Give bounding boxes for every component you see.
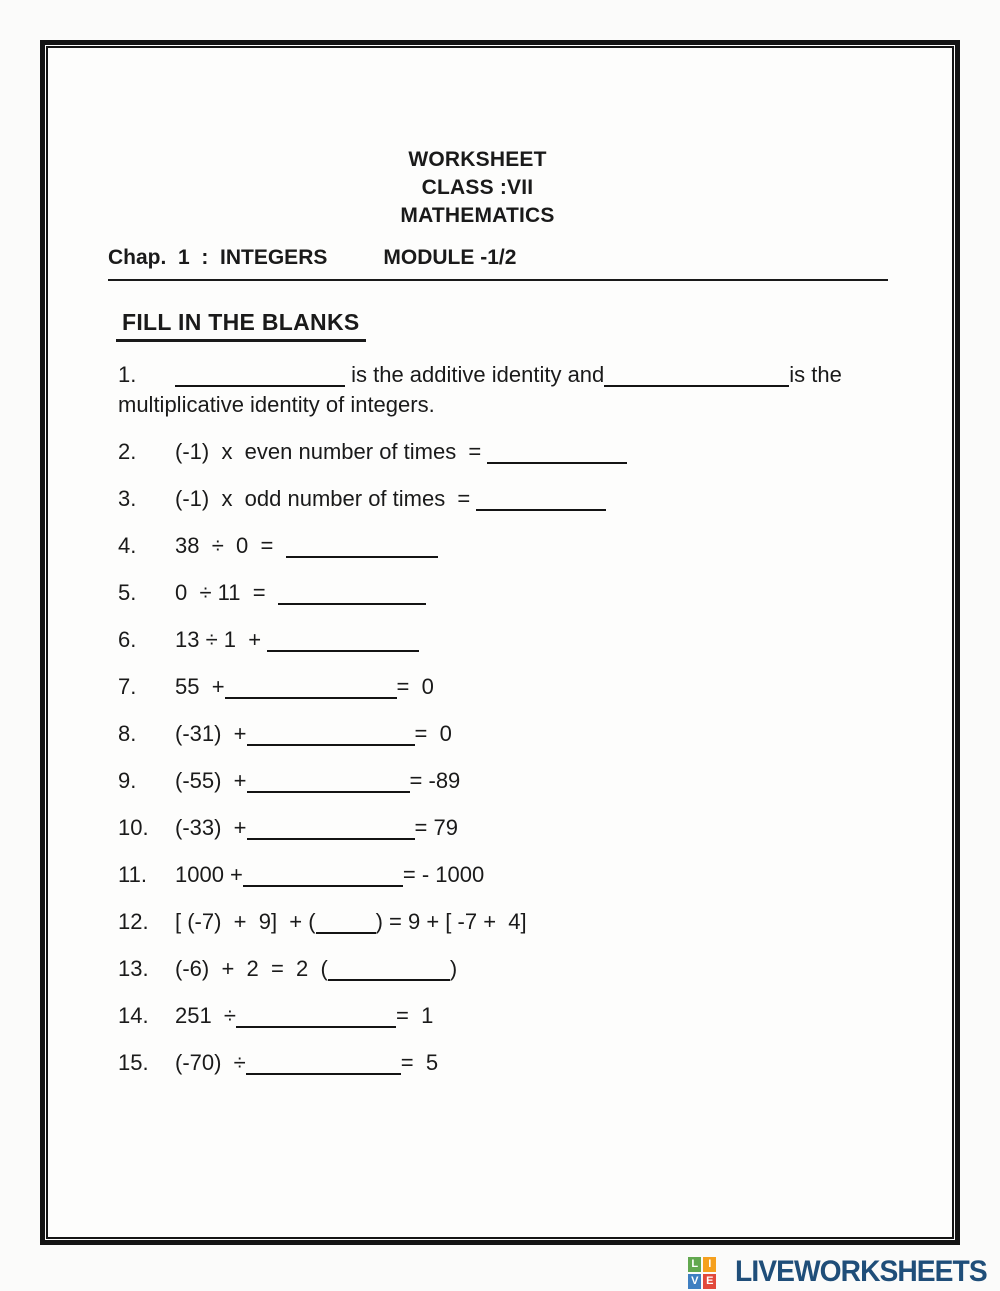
- question-text: 38 ÷ 0 =: [175, 533, 286, 558]
- question-content: [175, 1049, 952, 1077]
- question-content: [175, 1002, 952, 1030]
- question-content: [175, 955, 952, 983]
- module-label: MODULE -1/2: [383, 246, 517, 269]
- answer-blank[interactable]: [316, 932, 376, 934]
- question-text: 55 +: [175, 674, 225, 699]
- chapter-label: Chap. 1 : INTEGERS: [108, 246, 328, 269]
- question-row: [118, 438, 952, 466]
- question-text: = 79: [414, 815, 458, 840]
- question-row: [118, 361, 952, 389]
- answer-blank[interactable]: [328, 979, 450, 981]
- answer-blank[interactable]: [236, 1026, 396, 1028]
- question-number: 1.: [118, 362, 137, 387]
- question-content: [175, 626, 952, 654]
- question-row: [118, 814, 952, 842]
- question-row: [118, 1049, 952, 1077]
- answer-blank[interactable]: [247, 791, 410, 793]
- question-number: 14.: [118, 1003, 149, 1028]
- question-text: is the: [789, 362, 842, 387]
- question-row: [118, 767, 952, 795]
- question-text: ) = 9 + [ -7 + 4]: [375, 909, 527, 934]
- question-content: [175, 438, 952, 466]
- liveworksheets-logo-icon: [688, 1257, 716, 1289]
- question-number: 12.: [118, 909, 149, 934]
- question-number: 13.: [118, 956, 149, 981]
- answer-blank[interactable]: [286, 556, 438, 558]
- question-text: 13 ÷ 1 +: [175, 627, 268, 652]
- question-number: 2.: [118, 439, 137, 464]
- question-text: = 5: [400, 1050, 439, 1075]
- question-text: (-31) +: [175, 721, 247, 746]
- question-content: [175, 579, 952, 607]
- question-text: (-55) +: [175, 768, 247, 793]
- question-row: [118, 720, 952, 748]
- logo-tile-l: L: [688, 1257, 701, 1272]
- question-row: [118, 626, 952, 654]
- question-content: [175, 814, 952, 842]
- question-row: [118, 673, 952, 701]
- question-text: (-70) ÷: [175, 1050, 246, 1075]
- question-content: [175, 673, 952, 701]
- question-content: [175, 720, 952, 748]
- answer-blank[interactable]: [225, 697, 397, 699]
- question-content: [175, 361, 952, 389]
- footer-brand: [688, 1255, 987, 1289]
- question-content: [175, 485, 952, 513]
- title-line-class: CLASS :VII: [421, 176, 534, 199]
- question-number: 10.: [118, 815, 149, 840]
- worksheet-frame-inner: [46, 46, 954, 1239]
- question-text: = -89: [409, 768, 461, 793]
- question-text: = 0: [414, 721, 452, 746]
- answer-blank[interactable]: [243, 885, 403, 887]
- question-row: [118, 908, 952, 936]
- question-row: [118, 579, 952, 607]
- question-number: 9.: [118, 768, 137, 793]
- answer-blank[interactable]: [487, 462, 627, 464]
- logo-tile-v: V: [688, 1274, 701, 1289]
- question-number: 3.: [118, 486, 137, 511]
- question-row: [118, 1002, 952, 1030]
- question-number: 8.: [118, 721, 137, 746]
- question-text: = 1: [396, 1003, 434, 1028]
- question-text: = - 1000: [402, 862, 485, 887]
- answer-blank[interactable]: [267, 650, 419, 652]
- answer-blank[interactable]: [278, 603, 426, 605]
- question-number: 6.: [118, 627, 137, 652]
- question-row: [118, 485, 952, 513]
- title-line-worksheet: WORKSHEET: [408, 148, 547, 171]
- answer-blank[interactable]: [476, 509, 606, 511]
- question-text: (-6) + 2 = 2 (: [175, 956, 328, 981]
- question-number: 15.: [118, 1050, 149, 1075]
- question-text: (-1) x even number of times =: [175, 439, 488, 464]
- question-text: (-33) +: [175, 815, 247, 840]
- answer-blank[interactable]: [175, 385, 345, 387]
- question-text: 1000 +: [175, 862, 243, 887]
- logo-tile-e: E: [703, 1274, 716, 1289]
- section-heading: [116, 309, 952, 342]
- question-continuation: multiplicative identity of integers.: [118, 392, 435, 417]
- question-number: 5.: [118, 580, 137, 605]
- question-text: (-1) x odd number of times =: [175, 486, 477, 511]
- question-row: [118, 532, 952, 560]
- question-content: [175, 908, 952, 936]
- title-line-subject: MATHEMATICS: [400, 204, 555, 227]
- question-number: 7.: [118, 674, 137, 699]
- question-content: [175, 767, 952, 795]
- worksheet-title-block: [48, 146, 952, 230]
- logo-tile-i: I: [703, 1257, 716, 1272]
- question-content: [175, 861, 952, 889]
- liveworksheets-wordmark[interactable]: LIVEWORKSHEETS: [735, 1255, 987, 1288]
- worksheet-frame: [40, 40, 960, 1245]
- answer-blank[interactable]: [247, 838, 415, 840]
- question-text: = 0: [396, 674, 434, 699]
- question-text: [ (-7) + 9] + (: [175, 909, 316, 934]
- question-text: is the additive identity and: [345, 362, 605, 387]
- question-number: 11.: [118, 862, 147, 887]
- question-number: 4.: [118, 533, 137, 558]
- section-heading-text: FILL IN THE BLANKS: [116, 309, 366, 342]
- answer-blank[interactable]: [604, 385, 789, 387]
- question-row: [118, 955, 952, 983]
- questions-list: [48, 361, 952, 1077]
- answer-blank[interactable]: [247, 744, 415, 746]
- question-text: 0 ÷ 11 =: [175, 580, 278, 605]
- question-text: 251 ÷: [175, 1003, 237, 1028]
- question-content: [175, 532, 952, 560]
- question-text: ): [449, 956, 458, 981]
- answer-blank[interactable]: [246, 1073, 401, 1075]
- question-row: [118, 861, 952, 889]
- chapter-heading: [108, 246, 888, 281]
